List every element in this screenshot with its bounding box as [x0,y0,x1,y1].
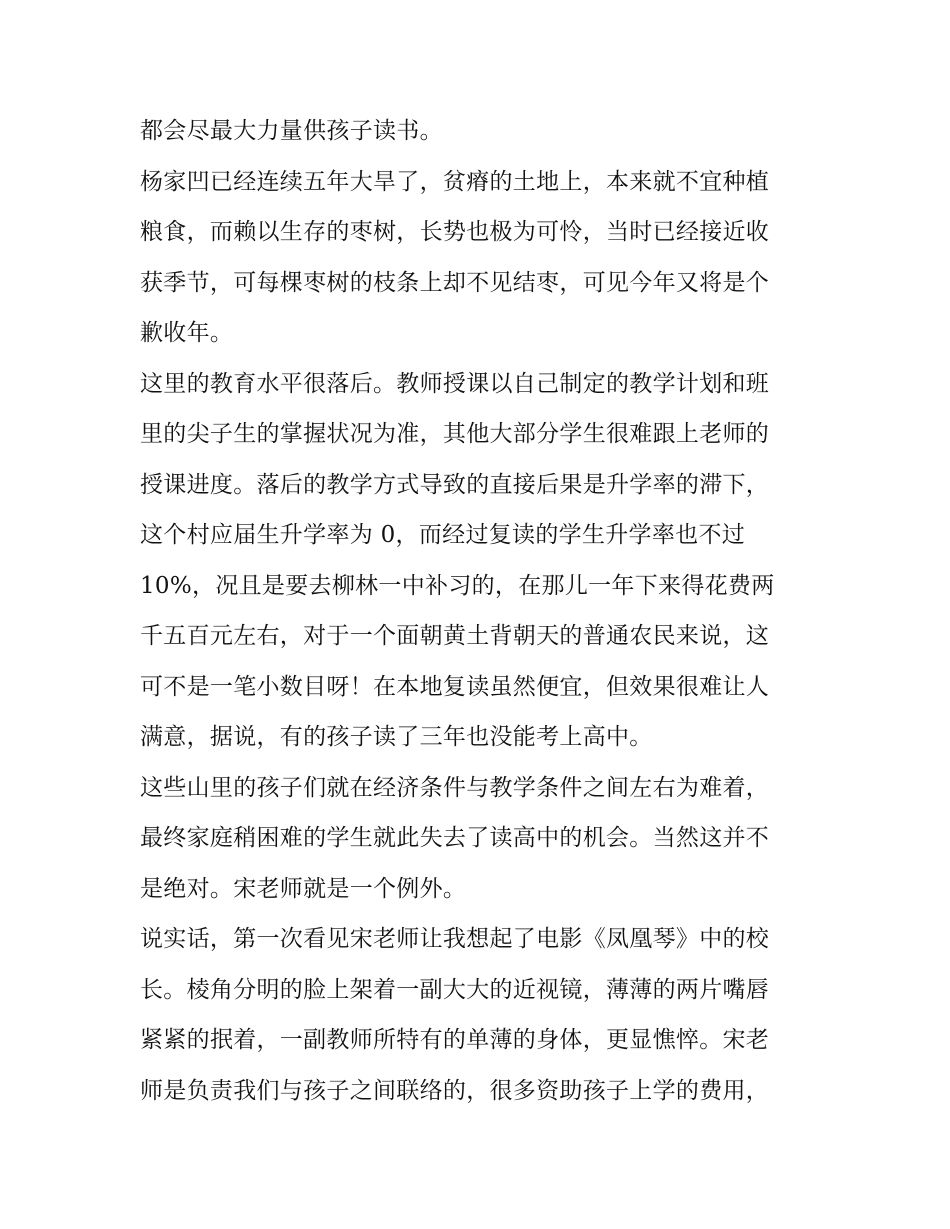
text-line: 里的尖子生的掌握状况为准，其他大部分学生很难跟上老师的 [140,421,770,447]
text-line: 这里的教育水平很落后。教师授课以自己制定的教学计划和班 [140,370,770,397]
text-line: 获季节，可每棵枣树的枝条上却不见结枣，可见今年又将是个 [140,269,770,296]
text-line: 这些山里的孩子们就在经济条件与教学条件之间左右为难着， [140,774,770,801]
text-line: 长。棱角分明的脸上架着一副大大的近视镜，薄薄的两片嘴唇 [140,976,770,1003]
text-line: 说实话，第一次看见宋老师让我想起了电影《凤凰琴》中的校 [140,926,770,952]
text-line: 都会尽最大力量供孩子读书。 [140,118,443,144]
text-line: 千五百元左右，对于一个面朝黄土背朝天的普通农民来说，这 [140,623,770,649]
text-line: 满意，据说，有的孩子读了三年也没能考上高中。 [140,724,653,750]
text-line: 杨家凹已经连续五年大旱了，贫瘠的土地上，本来就不宜种植 [140,168,770,195]
paragraph-1 [140,106,816,157]
text-line: 可不是一笔小数目呀！在本地复读虽然便宜，但效果很难让人 [140,673,770,700]
text-line: 紧紧的抿着，一副教师所特有的单薄的身体，更显憔悴。宋老 [140,1027,770,1053]
text-line: 粮食，而赖以生存的枣树，长势也极为可怜，当时已经接近收 [140,219,770,245]
text-line: 师是负责我们与孩子之间联络的，很多资助孩子上学的费用， [140,1077,770,1104]
paragraph-5 [140,914,816,1116]
text-line: 最终家庭稍困难的学生就此失去了读高中的机会。当然这并不 [140,825,770,851]
text-line: 这个村应届生升学率为 0，而经过复读的学生升学率也不过 [140,522,746,548]
text-line: 是绝对。宋老师就是一个例外。 [140,875,467,902]
paragraph-4 [140,763,816,915]
paragraph-3 [140,359,816,763]
text-line: 歉收年。 [140,320,234,346]
document-body [140,106,816,1116]
paragraph-2 [140,157,816,359]
text-line: 10%，况且是要去柳林一中补习的，在那儿一年下来得花费两 [140,572,775,599]
text-line: 授课进度。落后的教学方式导致的直接后果是升学率的滞下， [140,471,770,498]
